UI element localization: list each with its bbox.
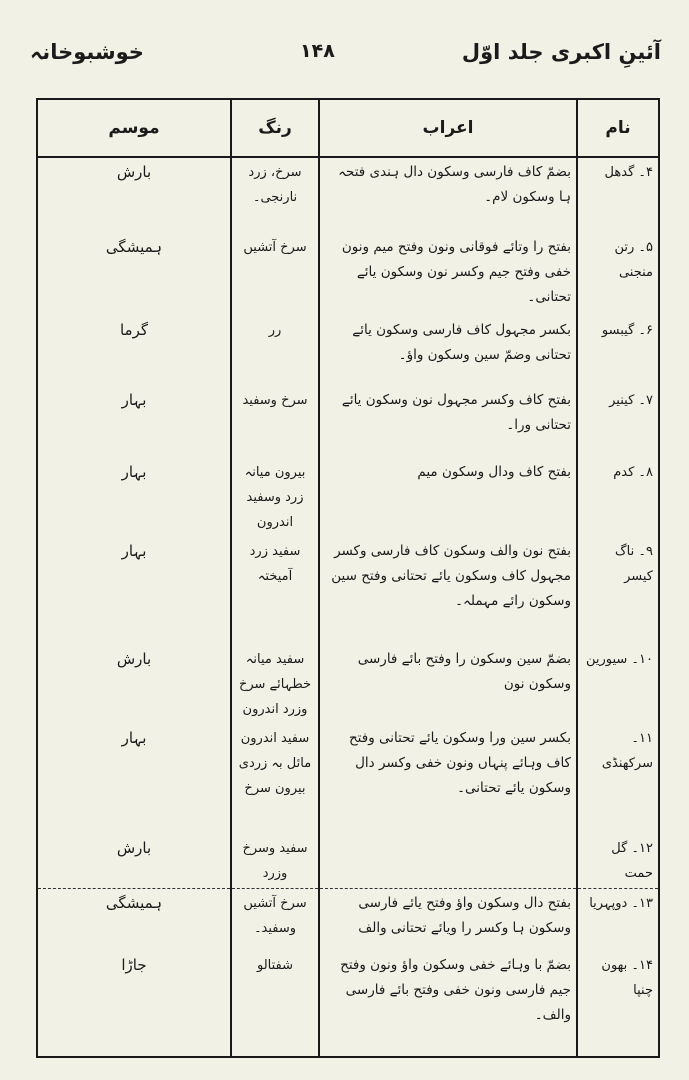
cell-mausam: بارش <box>37 157 231 233</box>
cell-mausam: بہار <box>37 537 231 645</box>
cell-irab <box>319 834 577 889</box>
cell-irab: بفتح نون والف وسکون کاف فارسی وکسر مجہول کاف وسکون یائے تحتانی وفتح سین وسکون رائے مہملہ۔ <box>319 537 577 645</box>
cell-rang: سرخ آتشیں <box>231 233 319 316</box>
cell-mausam: بہار <box>37 458 231 537</box>
cell-name: ۶۔ گیبسو <box>577 316 659 386</box>
page-header <box>0 40 689 84</box>
cell-name: ۴۔ گدھل <box>577 157 659 233</box>
cell-irab: بکسر سین ورا وسکون یائے تحتانی وفتح کاف وہائے پنہاں ونون خفی وکسر دال وسکون یائے تحتانی۔ <box>319 724 577 834</box>
book-title: آئینِ اکبری جلد اوّل <box>461 40 661 64</box>
cell-name: ۱۱۔ سرکھنڈی <box>577 724 659 834</box>
cell-name: ۱۲۔ گل حمت <box>577 834 659 889</box>
cell-rang: سفید میانہ خطہائے سرخ وزرد اندرون <box>231 645 319 724</box>
cell-mausam: بہار <box>37 386 231 458</box>
cell-name: ۷۔ کینیر <box>577 386 659 458</box>
table-row <box>37 316 659 386</box>
cell-irab: بفتح کاف وکسر مجہول نون وسکون یائے تحتانی ورا۔ <box>319 386 577 458</box>
cell-rang: سرخ آتشیں وسفید۔ <box>231 889 319 951</box>
cell-rang: سفید زرد آمیختہ <box>231 537 319 645</box>
cell-name: ۱۳۔ دوپہریا <box>577 889 659 951</box>
cell-irab: بضمّ سین وسکون را وفتح بائے فارسی وسکون نون <box>319 645 577 724</box>
cell-mausam: بارش <box>37 834 231 889</box>
cell-name: ۵۔ رتن منجنی <box>577 233 659 316</box>
table-row <box>37 386 659 458</box>
section-title: خوشبوخانہ <box>30 40 144 64</box>
cell-irab: بضمّ با وہائے خفی وسکون واؤ ونون وفتح جیم فارسی ونون خفی وفتح بائے فارسی والف۔ <box>319 951 577 1058</box>
column-header-irab: اعراب <box>319 99 577 157</box>
table-row <box>37 458 659 537</box>
cell-irab: بفتح دال وسکون واؤ وفتح یائے فارسی وسکون ہا وکسر را ویائے تحتانی والف <box>319 889 577 951</box>
table-row <box>37 724 659 834</box>
cell-name: ۹۔ ناگ کیسر <box>577 537 659 645</box>
cell-rang: شفتالو <box>231 951 319 1058</box>
cell-mausam: ہمیشگی <box>37 233 231 316</box>
table-row <box>37 157 659 233</box>
table-row <box>37 645 659 724</box>
cell-irab: بکسر مجہول کاف فارسی وسکون یائے تحتانی وضمّ سین وسکون واؤ۔ <box>319 316 577 386</box>
column-header-rang: رنگ <box>231 99 319 157</box>
column-header-name: نام <box>577 99 659 157</box>
cell-rang: بیرون میانہ زرد وسفید اندرون <box>231 458 319 537</box>
cell-irab: بفتح کاف ودال وسکون میم <box>319 458 577 537</box>
cell-mausam: جاڑا <box>37 951 231 1058</box>
cell-mausam: ہمیشگی <box>37 889 231 951</box>
table-row <box>37 537 659 645</box>
cell-mausam: بہار <box>37 724 231 834</box>
cell-rang: سفید وسرخ وزرد <box>231 834 319 889</box>
cell-name: ۱۰۔ سیورین <box>577 645 659 724</box>
table-row <box>37 951 659 1058</box>
cell-rang: سرخ، زرد نارنجی۔ <box>231 157 319 233</box>
cell-name: ۱۴۔ بھون چنپا <box>577 951 659 1058</box>
cell-name: ۸۔ کدم <box>577 458 659 537</box>
cell-mausam: گرما <box>37 316 231 386</box>
cell-rang: سرخ وسفید <box>231 386 319 458</box>
cell-irab: بضمّ کاف فارسی وسکون دال ہندی فتحہ ہا وسکون لام۔ <box>319 157 577 233</box>
table-header-row <box>37 99 659 157</box>
table-row <box>37 834 659 889</box>
cell-rang: رر <box>231 316 319 386</box>
cell-rang: سفید اندرون مائل بہ زردی بیرون سرخ <box>231 724 319 834</box>
cell-irab: بفتح را وتائے فوقانی ونون وفتح میم ونون خفی وفتح جیم وکسر نون وسکون یائے تحتانی۔ <box>319 233 577 316</box>
table-row <box>37 889 659 951</box>
page-number: ۱۴۸ <box>300 40 335 62</box>
table-row <box>37 233 659 316</box>
cell-mausam: بارش <box>37 645 231 724</box>
flower-table <box>36 98 660 1058</box>
column-header-mausam: موسم <box>37 99 231 157</box>
